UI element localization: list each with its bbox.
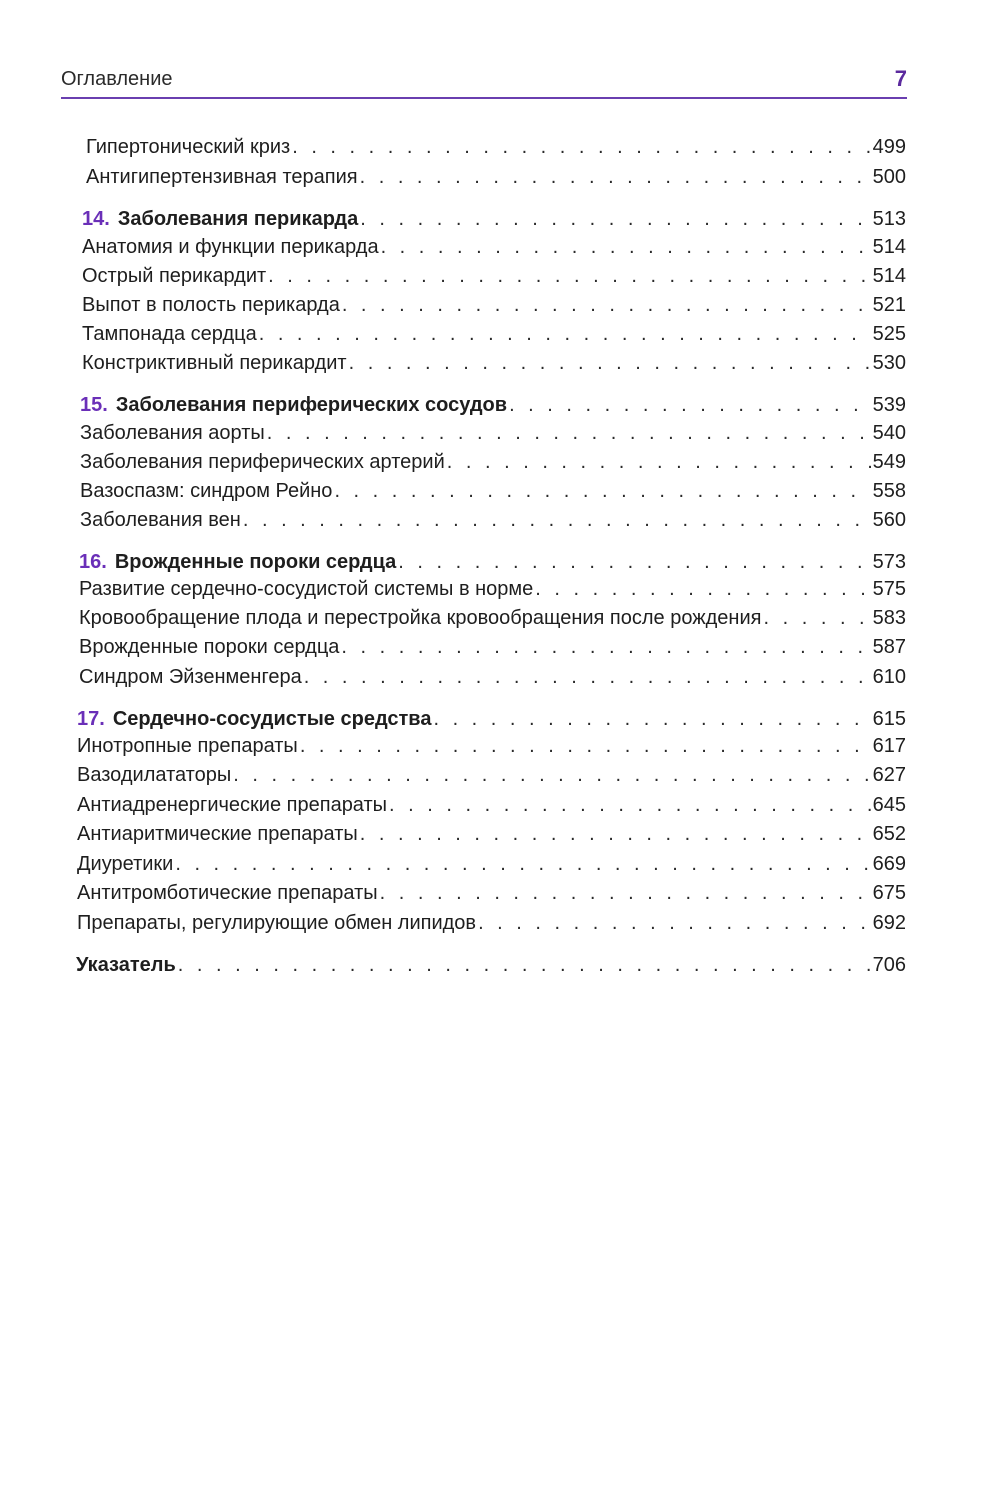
index-title: Указатель	[76, 954, 176, 976]
chapter-title: Врожденные пороки сердца	[114, 551, 397, 573]
toc-entry-title: Врожденные пороки сердца	[79, 636, 340, 658]
toc-entry-page: 540	[872, 422, 906, 444]
chapter-number: 14.	[82, 208, 110, 230]
toc-entry-page: 500	[872, 166, 906, 188]
dot-leader	[342, 294, 871, 317]
toc-entry-title: Диуретики	[77, 853, 174, 875]
toc-entry[interactable]	[79, 607, 906, 635]
dot-leader	[398, 551, 870, 574]
page-number: 7	[894, 66, 907, 91]
toc-index[interactable]	[76, 954, 906, 982]
toc-entry-page: 514	[872, 236, 906, 258]
toc-entry-title: Антитромботические препараты	[77, 882, 378, 904]
toc-entry-page: 558	[872, 480, 906, 502]
toc-entry[interactable]	[82, 265, 906, 293]
chapter-title: Сердечно-сосудистые средства	[112, 708, 432, 730]
toc-entry[interactable]	[77, 794, 906, 822]
dot-leader	[509, 394, 871, 417]
toc-entry-page: 617	[872, 735, 906, 757]
toc-entry-page: 560	[872, 509, 906, 531]
toc-entry[interactable]	[77, 764, 906, 792]
toc-entry-title: Констриктивный перикардит	[82, 352, 347, 374]
index-page: 706	[872, 954, 906, 976]
toc-entry-page: 587	[872, 636, 906, 658]
toc-entry[interactable]	[86, 166, 906, 194]
toc-entry-title: Острый перикардит	[82, 265, 267, 287]
toc-entry-title: Заболевания периферических артерий	[80, 451, 445, 473]
toc-entry[interactable]	[80, 509, 906, 537]
toc-entry-title: Кровообращение плода и перестройка кровообращения после рождения	[79, 607, 762, 629]
running-header	[61, 66, 907, 94]
dot-leader	[380, 882, 871, 905]
toc-entry-page: 499	[872, 136, 906, 158]
dot-leader	[360, 166, 871, 189]
toc-entry-title: Выпот в полость перикарда	[82, 294, 340, 316]
toc-entry-page: 669	[872, 853, 906, 875]
toc-entry-page: 610	[872, 666, 906, 688]
toc-chapter-14[interactable]	[82, 208, 906, 236]
toc-entry-page: 692	[872, 912, 906, 934]
chapter-title: Заболевания перикарда	[117, 208, 359, 230]
header-title: Оглавление	[61, 68, 173, 90]
dot-leader	[478, 912, 871, 935]
toc-entry-title: Анатомия и функции перикарда	[82, 236, 379, 258]
dot-leader	[535, 578, 870, 601]
toc-entry[interactable]	[79, 636, 906, 664]
chapter-page: 573	[872, 551, 906, 573]
toc-entry[interactable]	[77, 735, 906, 763]
toc-entry-page: 521	[872, 294, 906, 316]
toc-entry-page: 514	[872, 265, 906, 287]
toc-entry-page: 530	[872, 352, 906, 374]
dot-leader	[300, 735, 871, 758]
header-divider	[61, 97, 907, 99]
toc-entry-page: 645	[872, 794, 906, 816]
toc-entry-page: 652	[872, 823, 906, 845]
dot-leader	[268, 265, 870, 288]
dot-leader	[267, 422, 871, 445]
toc-entry-title: Вазодилататоры	[77, 764, 232, 786]
dot-leader	[349, 352, 871, 375]
dot-leader	[243, 509, 871, 532]
toc-entry-title: Инотропные препараты	[77, 735, 298, 757]
toc-entry-page: 575	[872, 578, 906, 600]
toc-entry[interactable]	[82, 236, 906, 264]
toc-entry-page: 525	[872, 323, 906, 345]
toc-chapter-15[interactable]	[80, 394, 906, 422]
toc-entry[interactable]	[79, 578, 906, 606]
toc-entry[interactable]	[82, 323, 906, 351]
toc-entry-page: 627	[872, 764, 906, 786]
toc-entry-title: Синдром Эйзенменгера	[79, 666, 302, 688]
toc-entry-title: Гипертонический криз	[86, 136, 291, 158]
dot-leader	[763, 607, 870, 630]
chapter-title: Заболевания периферических сосудов	[115, 394, 508, 416]
toc-entry-title: Вазоспазм: синдром Рейно	[80, 480, 333, 502]
toc-entry[interactable]	[77, 853, 906, 881]
toc-entry-page: 549	[872, 451, 906, 473]
chapter-number: 15.	[80, 394, 108, 416]
dot-leader	[447, 451, 871, 474]
dot-leader	[292, 136, 870, 159]
toc-entry-title: Антиаритмические препараты	[77, 823, 358, 845]
dot-leader	[178, 954, 871, 977]
toc-entry[interactable]	[77, 912, 906, 940]
toc-entry[interactable]	[86, 136, 906, 164]
toc-entry-title: Развитие сердечно-сосудистой системы в норме	[79, 578, 534, 600]
dot-leader	[360, 823, 871, 846]
toc-entry[interactable]	[77, 882, 906, 910]
toc-entry[interactable]	[82, 352, 906, 380]
dot-leader	[389, 794, 871, 817]
toc-entry[interactable]	[79, 666, 906, 694]
toc-entry[interactable]	[80, 480, 906, 508]
toc-entry-title: Препараты, регулирующие обмен липидов	[77, 912, 477, 934]
chapter-number: 17.	[77, 708, 105, 730]
toc-entry-title: Заболевания аорты	[80, 422, 265, 444]
dot-leader	[304, 666, 871, 689]
chapter-page: 513	[872, 208, 906, 230]
toc-entry-title: Антигипертензивная терапия	[86, 166, 358, 188]
dot-leader	[433, 708, 870, 731]
dot-leader	[233, 764, 870, 787]
toc-chapter-16[interactable]	[79, 551, 906, 579]
toc-chapter-17[interactable]	[77, 708, 906, 736]
toc-entry-page: 675	[872, 882, 906, 904]
dot-leader	[259, 323, 871, 346]
dot-leader	[360, 208, 870, 231]
dot-leader	[334, 480, 870, 503]
chapter-page: 615	[872, 708, 906, 730]
toc-entry-title: Антиадренергические препараты	[77, 794, 388, 816]
chapter-number: 16.	[79, 551, 107, 573]
dot-leader	[341, 636, 870, 659]
toc-entry[interactable]	[80, 422, 906, 450]
toc-entry-title: Заболевания вен	[80, 509, 241, 531]
toc-entry[interactable]	[80, 451, 906, 479]
toc-entry[interactable]	[82, 294, 906, 322]
chapter-page: 539	[872, 394, 906, 416]
toc-entry-page: 583	[872, 607, 906, 629]
toc-entry[interactable]	[77, 823, 906, 851]
toc-entry-title: Тампонада сердца	[82, 323, 257, 345]
dot-leader	[381, 236, 871, 259]
dot-leader	[175, 853, 870, 876]
